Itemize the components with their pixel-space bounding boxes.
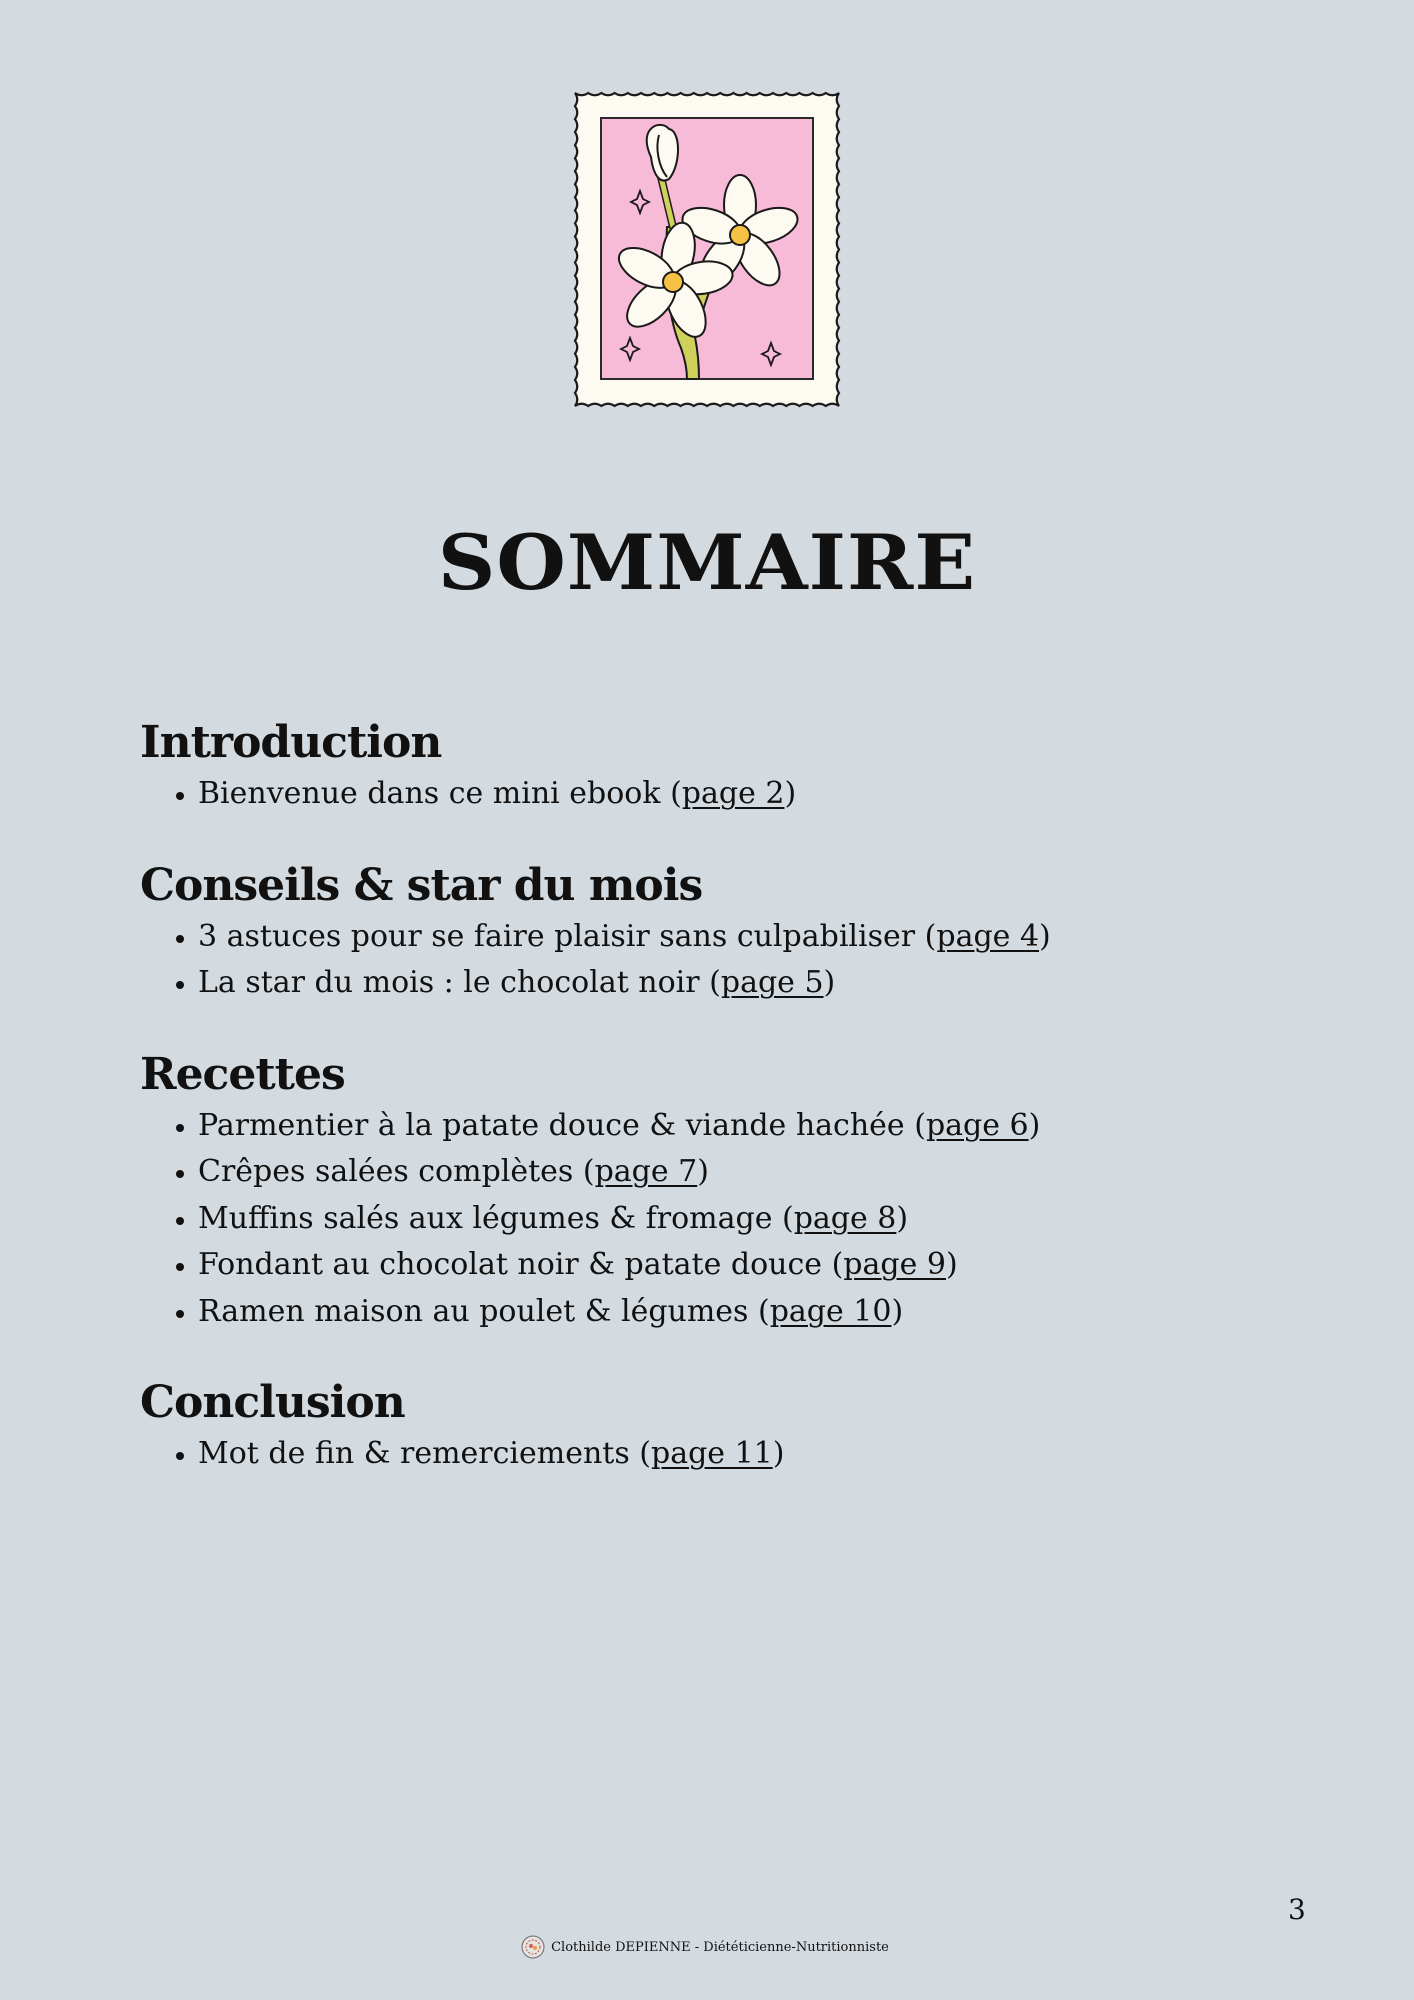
open-paren: (: [748, 1293, 770, 1329]
toc-item: [198, 1196, 1290, 1243]
flower-stamp-icon: [569, 87, 845, 412]
toc-item: [198, 960, 1290, 1007]
page-link[interactable]: page 8: [793, 1200, 897, 1236]
toc-section: [140, 858, 1290, 1007]
toc-item: [198, 1289, 1290, 1336]
footer-text: Clothilde DEPIENNE - Diététicienne-Nutritionniste: [551, 1939, 889, 1955]
open-paren: (: [660, 776, 682, 811]
table-of-contents: [140, 715, 1290, 1518]
close-paren: ): [772, 1436, 785, 1471]
toc-item-text: La star du mois : le chocolat noir: [198, 965, 700, 1000]
toc-item: [198, 1103, 1290, 1150]
close-paren: ): [697, 1154, 709, 1189]
close-paren: ): [784, 776, 797, 811]
section-title: Conseils & star du mois: [140, 859, 703, 911]
close-paren: ): [1028, 1107, 1041, 1143]
page-link[interactable]: page 2: [681, 776, 785, 811]
close-paren: ): [891, 1293, 904, 1329]
section-title: Conclusion: [140, 1377, 405, 1428]
open-paren: (: [915, 918, 937, 954]
open-paren: (: [822, 1247, 844, 1282]
close-paren: ): [1039, 918, 1051, 954]
toc-item: [198, 771, 1290, 818]
page-link[interactable]: page 7: [594, 1154, 698, 1189]
toc-item-text: Fondant au chocolat noir & patate douce: [198, 1247, 823, 1282]
toc-item-text: Muffins salés aux légumes & fromage: [198, 1200, 773, 1236]
toc-list: [140, 771, 1290, 818]
open-paren: (: [629, 1436, 651, 1471]
section-title: Introduction: [140, 717, 442, 768]
page-link[interactable]: page 5: [720, 965, 824, 1000]
toc-item-text: Crêpes salées complètes: [198, 1154, 574, 1189]
toc-item: [198, 914, 1290, 961]
toc-list: [140, 1103, 1290, 1336]
close-paren: ): [896, 1200, 909, 1236]
open-paren: (: [573, 1154, 595, 1189]
close-paren: ): [945, 1247, 958, 1282]
page-link[interactable]: page 4: [936, 918, 1040, 954]
footer: [0, 1935, 1412, 1959]
toc-item-text: Parmentier à la patate douce & viande hachée: [198, 1107, 905, 1143]
toc-section: [140, 1047, 1290, 1336]
toc-item: [198, 1149, 1290, 1196]
page-link[interactable]: page 6: [925, 1107, 1029, 1143]
page-title: SOMMAIRE: [437, 518, 977, 607]
page-link[interactable]: page 10: [769, 1293, 892, 1329]
toc-list: [140, 1431, 1290, 1478]
toc-item-text: Ramen maison au poulet & légumes: [198, 1293, 749, 1329]
page-link[interactable]: page 11: [650, 1436, 773, 1471]
toc-item-text: 3 astuces pour se faire plaisir sans culpabiliser: [198, 918, 916, 954]
logo-icon: [521, 1935, 545, 1959]
toc-section: [140, 1375, 1290, 1478]
toc-item: [198, 1431, 1290, 1478]
open-paren: (: [699, 965, 721, 1000]
page-number: 3: [1288, 1893, 1306, 1926]
section-title: Recettes: [140, 1048, 345, 1100]
open-paren: (: [904, 1107, 926, 1143]
toc-section: [140, 715, 1290, 818]
toc-item-text: Mot de fin & remerciements: [198, 1436, 630, 1471]
toc-list: [140, 914, 1290, 1007]
page-link[interactable]: page 9: [843, 1247, 946, 1282]
open-paren: (: [772, 1200, 794, 1236]
toc-item: [198, 1242, 1290, 1289]
close-paren: ): [823, 965, 836, 1000]
toc-item-text: Bienvenue dans ce mini ebook: [198, 776, 661, 811]
